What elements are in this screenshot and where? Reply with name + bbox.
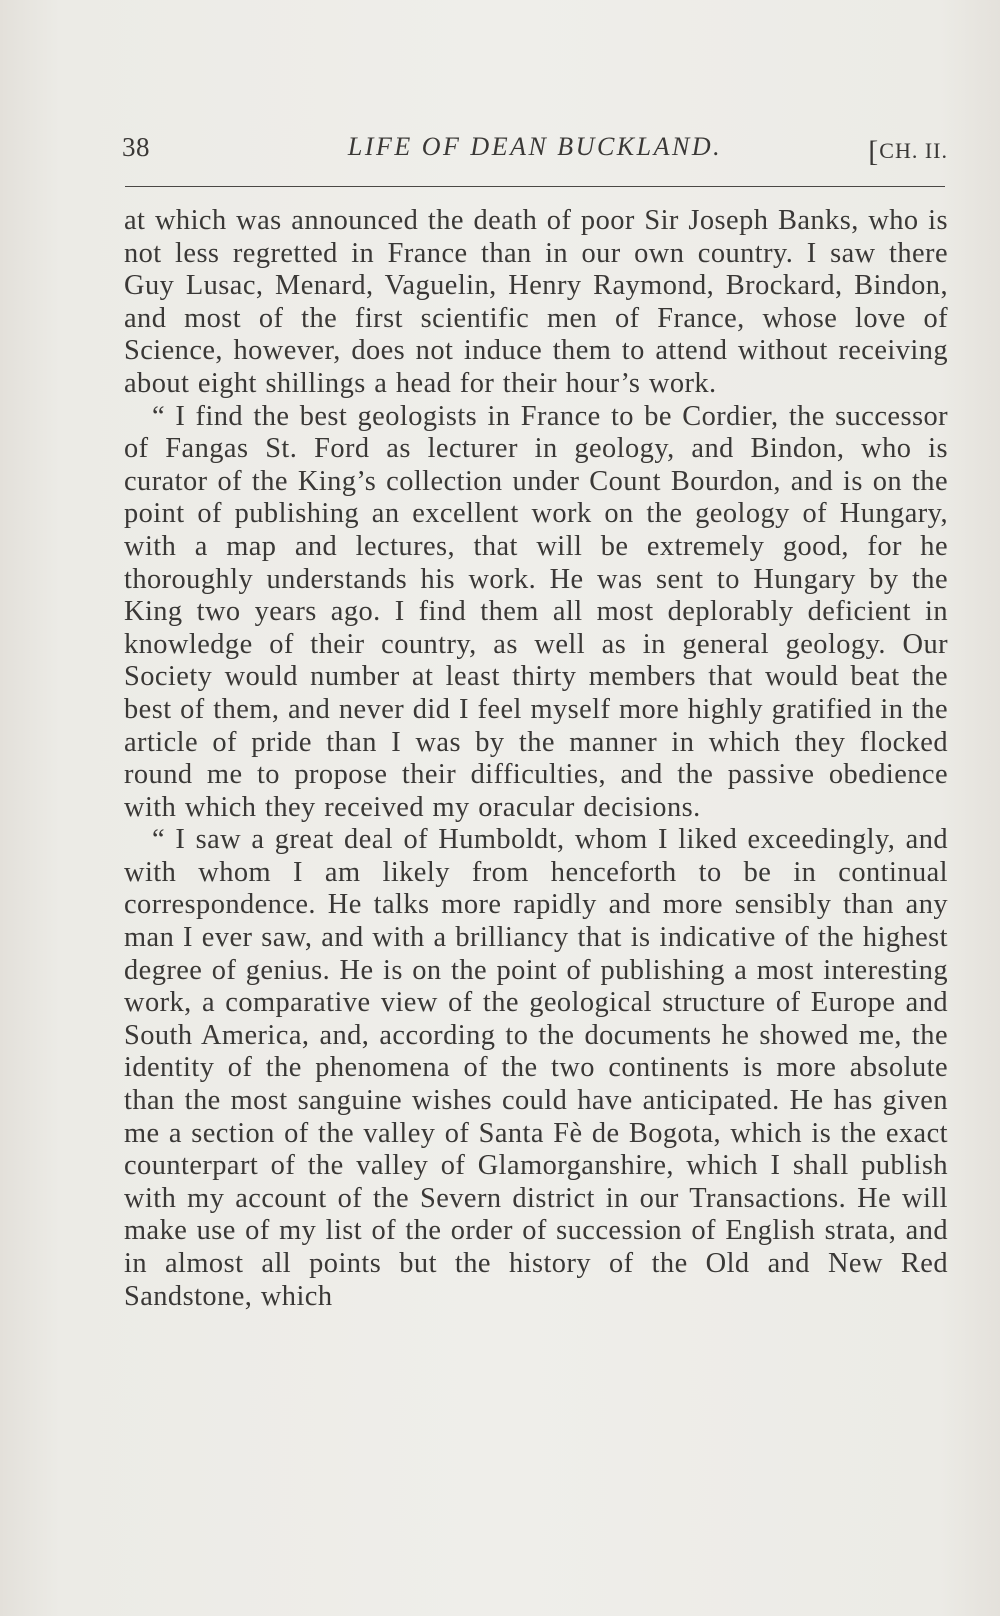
paragraph: “ I saw a great deal of Humboldt, whom I liked exceedingly, and with whom I am likely from henceforth to be in continual correspondence. He talks more rapidly and more sensibly than any man I ever saw, and with a brilliancy that is indicative of the highest degree of genius. He is on the point of publishing a most interesting work, a comparative view of the geological structure of Europe and South America, and, according to the documents he showed me, the identity of the phenomena of the two continents is more absolute than the most sanguine wishes could have anticipated. He has given me a section of the valley of Santa Fè de Bogota, which is the exact counterpart of the valley of Glamorganshire, which I shall publish with my account of the Severn district in our Transactions. He will make use of my list of the order of succession of English strata, and in almost all points but the history of the Old and New Red Sandstone, which <box>124 824 948 1312</box>
chapter-label: CH. II. <box>879 138 948 163</box>
page-number: 38 <box>122 132 150 162</box>
chapter-bracket: [ <box>868 135 880 168</box>
body-text <box>124 205 948 1313</box>
running-title: LIFE OF DEAN BUCKLAND. <box>347 132 723 161</box>
header-rule <box>125 186 945 187</box>
chapter-reference <box>868 132 948 166</box>
paragraph: “ I find the best geologists in France to be Cordier, the successor of Fangas St. Ford as lecturer in geology, and Bindon, who is curator of the King’s collection under Count Bourdon, and is on the point of publishing an excellent work on the geology of Hungary, with a map and lectures, that will be extremely good, for he thoroughly understands his work. He was sent to Hungary by the King two years ago. I find them all most deplorably deficient in knowledge of their country, as well as in general geology. Our Society would number at least thirty members that would beat the best of them, and never did I feel myself more highly gratified in the article of pride than I was by the manner in which they flocked round me to propose their difficulties, and the passive obedience with which they received my oracular decisions. <box>124 400 948 823</box>
page-header <box>122 132 948 172</box>
paragraph: at which was announced the death of poor Sir Joseph Banks, who is not less regretted in France than in our own country. I saw there Guy Lusac, Menard, Vaguelin, Henry Raymond, Brockard, Bindon, and most of the first scientific men of France, whose love of Science, however, does not induce them to attend without receiving about eight shillings a head for their hour’s work. <box>124 205 948 399</box>
